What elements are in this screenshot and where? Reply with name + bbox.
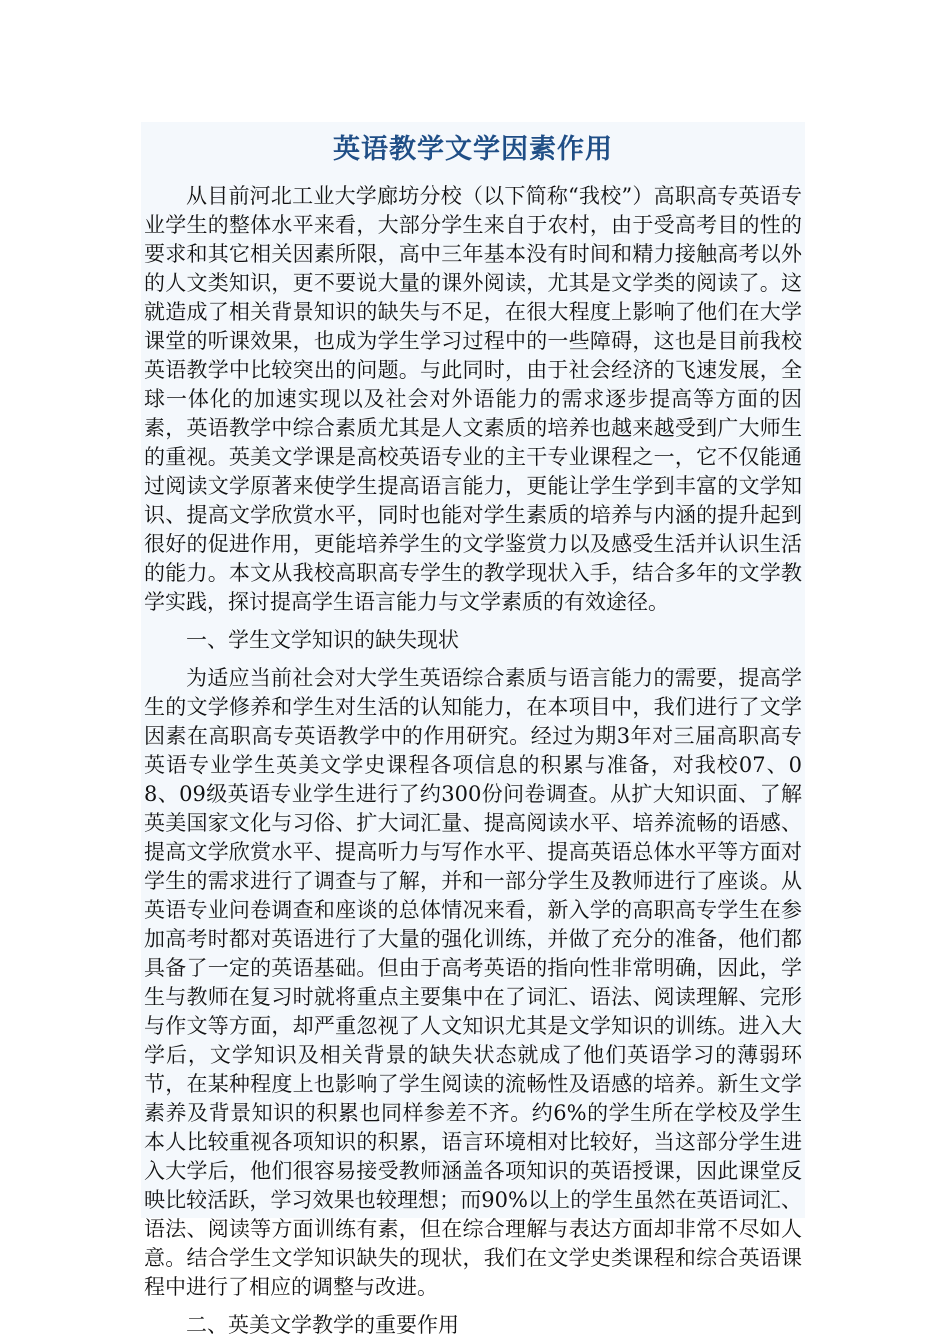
document-title: 英语教学文学因素作用 bbox=[333, 134, 613, 165]
intro-paragraph: 从目前河北工业大学廊坊分校（以下简称“我校”）高职高专英语专业学生的整体水平来看，大部分学生来自于农村，由于受高考目的性的要求和其它相关因素所限，高中三年基本没有时间和精力接触高考以外的人文类知识，更不要说大量的课外阅读，尤其是文学类的阅读了。这就造成了相关背景知识的缺失与不足，在很大程度上影响了他们在大学课堂的听课效果，也成为学生学习过程中的一些障碍，这也是目前我校英语教学中比较突出的问题。与此同时，由于社会经济的飞速发展，全球一体化的加速实现以及社会对外语能力的需求逐步提高等方面的因素，英语教学中综合素质尤其是人文素质的培养也越来越受到广大师生的重视。英美文学课是高校英语专业的主干专业课程之一，它不仅能通过阅读文学原著来使学生提高语言能力，更能让学生学到丰富的文学知识、提高文学欣赏水平，同时也能对学生素质的培养与内涵的提升起到很好的促进作用，更能培养学生的文学鉴赏力以及感受生活并认识生活的能力。本文从我校高职高专学生的教学现状入手，结合多年的文学教学实践，探讨提高学生语言能力与文学素质的有效途径。 bbox=[144, 184, 802, 614]
section-heading-2: 二、英美文学教学的重要作用 bbox=[186, 1313, 459, 1337]
document-body bbox=[141, 122, 805, 1337]
section-heading-1: 一、学生文学知识的缺失现状 bbox=[186, 628, 459, 652]
section-1-paragraph: 为适应当前社会对大学生英语综合素质与语言能力的需要，提高学生的文学修养和学生对生活的认知能力，在本项目中，我们进行了文学因素在高职高专英语教学中的作用研究。经过为期3年对三届高职高专英语专业学生英美文学史课程各项信息的积累与准备，对我校07、08、09级英语专业学生进行了约300份问卷调查。从扩大知识面、了解英美国家文化与习俗、扩大词汇量、提高阅读水平、培养流畅的语感、提高文学欣赏水平、提高听力与写作水平、提高英语总体水平等方面对学生的需求进行了调查与了解，并和一部分学生及教师进行了座谈。从英语专业问卷调查和座谈的总体情况来看，新入学的高职高专学生在参加高考时都对英语进行了大量的强化训练，并做了充分的准备，他们都具备了一定的英语基础。但由于高考英语的指向性非常明确，因此，学生与教师在复习时就将重点主要集中在了词汇、语法、阅读理解、完形与作文等方面，却严重忽视了人文知识尤其是文学知识的训练。进入大学后，文学知识及相关背景的缺失状态就成了他们英语学习的薄弱环节，在某种程度上也影响了学生阅读的流畅性及语感的培养。新生文学素养及背景知识的积累也同样参差不齐。约6%的学生所在学校及学生本人比较重视各项知识的积累，语言环境相对比较好，当这部分学生进入大学后，他们很容易接受教师涵盖各项知识的英语授课，因此课堂反映比较活跃，学习效果也较理想；而90%以上的学生虽然在英语词汇、语法、阅读等方面训练有素，但在综合理解与表达方面却非常不尽如人意。结合学生文学知识缺失的现状，我们在文学史类课程和综合英语课程中进行了相应的调整与改进。 bbox=[144, 666, 802, 1299]
